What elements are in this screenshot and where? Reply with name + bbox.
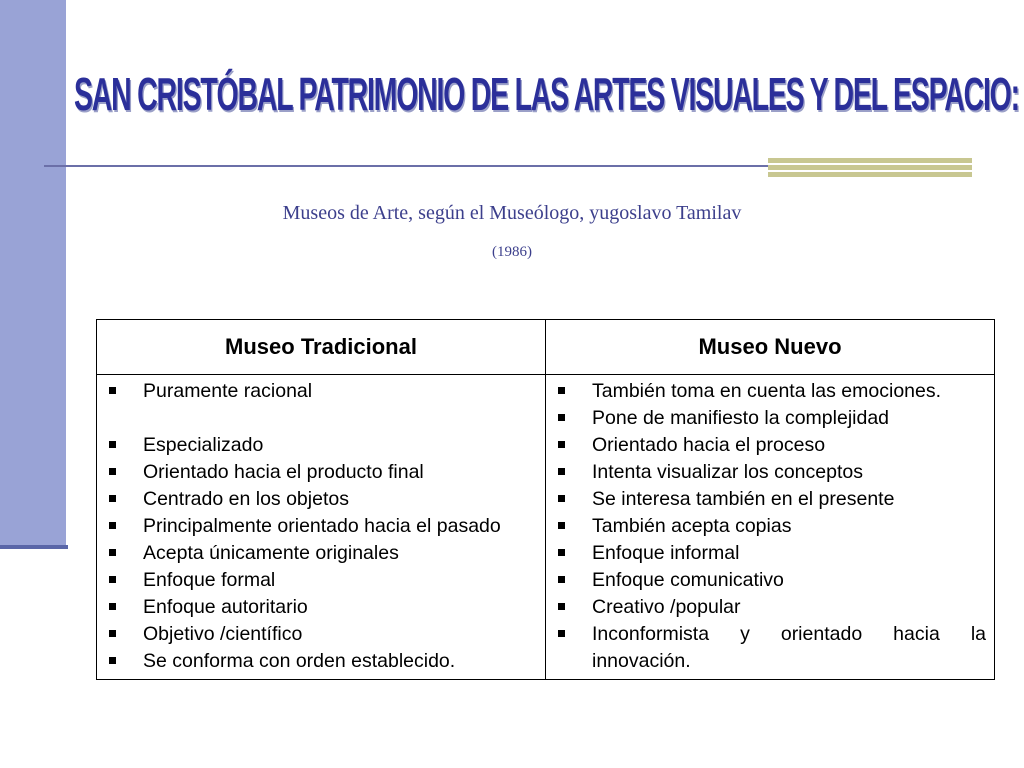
square-bullet-icon [109,549,116,556]
left-accent-bar-shadow [0,545,68,549]
square-bullet-icon [558,495,565,502]
square-bullet-icon [558,387,565,394]
list-item: Principalmente orientado hacia el pasado [105,513,537,540]
square-bullet-icon [558,630,565,637]
list-item: Enfoque comunicativo [554,567,986,594]
list-item: Enfoque formal [105,567,537,594]
list-item: Centrado en los objetos [105,486,537,513]
list-item: Orientado hacia el proceso [554,432,986,459]
table-row [97,375,995,680]
slide-title-container [74,58,1018,130]
left-accent-bar [0,0,66,545]
list-item: Acepta únicamente originales [105,540,537,567]
square-bullet-icon [558,441,565,448]
tradicional-list [105,378,537,675]
list-item: Intenta visualizar los conceptos [554,459,986,486]
square-bullet-icon [109,603,116,610]
square-bullet-icon [558,414,565,421]
subtitle-year: (1986) [492,244,532,260]
square-bullet-icon [109,441,116,448]
square-bullet-icon [109,522,116,529]
square-bullet-icon [109,495,116,502]
square-bullet-icon [109,468,116,475]
title-divider-accent [768,158,972,179]
list-item: Orientado hacia el producto final [105,459,537,486]
header-museo-tradicional: Museo Tradicional [97,320,546,375]
square-bullet-icon [109,630,116,637]
title-divider-line [44,165,770,167]
nuevo-list [554,378,986,675]
column-nuevo [546,375,995,680]
list-item: También toma en cuenta las emociones. [554,378,986,405]
list-item: Creativo /popular [554,594,986,621]
square-bullet-icon [109,576,116,583]
list-item: Enfoque autoritario [105,594,537,621]
list-item: Se conforma con orden establecido. [105,648,537,675]
list-item: Enfoque informal [554,540,986,567]
header-museo-nuevo: Museo Nuevo [546,320,995,375]
table-header-row [97,320,995,375]
square-bullet-icon [558,576,565,583]
slide-title: SAN CRISTÓBAL PATRIMONIO DE LAS ARTES VISUALES Y DEL ESPACIO: [74,68,1019,120]
list-item: Se interesa también en el presente [554,486,986,513]
square-bullet-icon [558,468,565,475]
list-item: Objetivo /científico [105,621,537,648]
list-item: Especializado [105,432,537,459]
column-tradicional [97,375,546,680]
list-item: Pone de manifiesto la complejidad [554,405,986,432]
square-bullet-icon [109,657,116,664]
square-bullet-icon [558,549,565,556]
square-bullet-icon [558,603,565,610]
square-bullet-icon [558,522,565,529]
square-bullet-icon [109,387,116,394]
list-item: Inconformista y orientado hacia la innovación. [554,621,986,675]
subtitle: Museos de Arte, según el Museólogo, yugoslavo Tamilav [282,202,742,224]
comparison-table [96,319,995,680]
list-item: Puramente racional [105,378,537,405]
list-item: También acepta copias [554,513,986,540]
